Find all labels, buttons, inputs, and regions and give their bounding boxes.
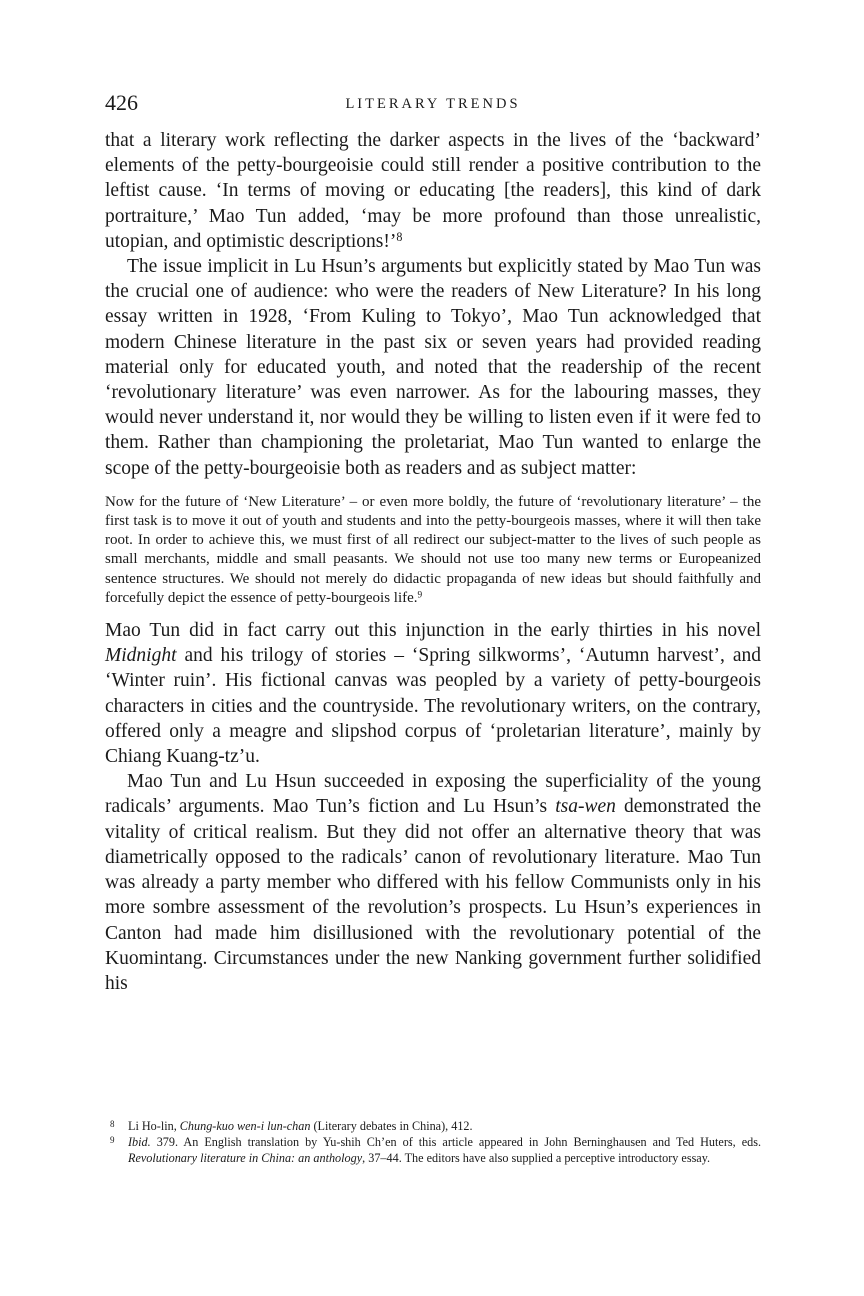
footnote-text: , 37–44. The editors have also supplied a perceptive introductory essay. [362,1151,711,1165]
footnote-9 [105,1134,761,1166]
footnote-text: Li Ho-lin, [128,1119,180,1133]
footnote-ref-9: 9 [417,590,423,601]
body-text [105,128,761,996]
page-header [105,88,761,118]
paragraph-3-text-a: Mao Tun did in fact carry out this injunction in the early thirties in his novel [105,620,761,642]
paragraph-1-text: that a literary work reflecting the darker aspects in the lives of the ‘backward’ elements of the petty-bourgeoisie could still render a positive contribution to the leftist cause. ‘In terms of moving or educating [the readers], this kind of dark portraiture,’ Mao Tun added, ‘may be more profound than those unrealistic, utopian, and optimistic descriptions!’ [105,130,761,252]
page-number: 426 [105,90,138,115]
term-tsa-wen: tsa-wen [555,796,616,818]
block-quote [105,493,761,608]
footnote-number: 9 [110,1135,115,1145]
paragraph-4-text-b: demonstrated the vitality of critical realism. But they did not offer an alternative theory that was diametrically opposed to the radicals’ canon of revolutionary literature. Mao Tun was already a party member who differed with his fellow Communists only in his more sombre assessment of the revolution’s prospects. Lu Hsun’s experiences in Canton had made him disillusioned with the revolutionary potential of the Kuomintang. Circumstances under the new Nanking government further solidified his [105,796,761,994]
paragraph-4 [105,769,761,996]
footnote-ibid: Ibid. [128,1135,151,1149]
block-quote-text: Now for the future of ‘New Literature’ – or even more boldly, the future of ‘revolutionary literature’ – the first task is to move it out of youth and students and into the petty-bourgeois masses, where it will then take root. In order to achieve this, we must first of all redirect our subject-matter to the lives of such people as small merchants, middle and small peasants. We should not use too many new terms or Europeanized sentence structures. We should not merely do didactic propaganda of new ideas but should faithfully and forcefully depict the essence of petty-bourgeois life. [105,493,761,606]
footnote-title: Revolutionary literature in China: an anthology [128,1151,363,1165]
footnote-ref-8: 8 [396,229,403,244]
footnote-title: Chung-kuo wen-i lun-chan [179,1119,311,1133]
paragraph-2: The issue implicit in Lu Hsun’s arguments but explicitly stated by Mao Tun was the crucial one of audience: who were the readers of New Literature? In his long essay written in 1928, ‘From Kuling to Tokyo’, Mao Tun acknowledged that modern Chinese literature in the past six or seven years had provided reading material only for educated youth, and noted that the readership of the recent ‘revolutionary literature’ was even narrower. As for the labouring masses, they would never understand it, nor would they be willing to listen even if it were fed to them. Rather than championing the proletariat, Mao Tun wanted to enlarge the scope of the petty-bourgeoisie both as readers and as subject matter: [105,256,761,479]
running-head: LITERARY TRENDS [345,96,521,112]
work-title-midnight: Midnight [105,645,177,667]
footnote-number: 8 [110,1119,115,1129]
paragraph-1 [105,128,761,254]
footnotes [105,1118,761,1166]
footnote-8 [105,1118,761,1134]
paragraph-3 [105,618,761,769]
paragraph-3-text-b: and his trilogy of stories – ‘Spring silkworms’, ‘Autumn harvest’, and ‘Winter ruin’. His fictional canvas was peopled by a variety of petty-bourgeois characters in cities and the countryside. The revolutionary writers, on the contrary, offered only a meagre and slipshod corpus of ‘proletarian literature’, mainly by Chiang Kuang-tz’u. [105,645,761,768]
paragraph-4-text-a: Mao Tun and Lu Hsun succeeded in exposing the superficiality of the young radicals’ arguments. Mao Tun’s fiction and Lu Hsun’s [105,771,761,818]
footnote-text: 379. An English translation by Yu-shih Ch’en of this article appeared in John Berninghausen and Ted Huters, eds. [150,1135,761,1149]
footnote-text: (Literary debates in China), 412. [310,1119,473,1133]
